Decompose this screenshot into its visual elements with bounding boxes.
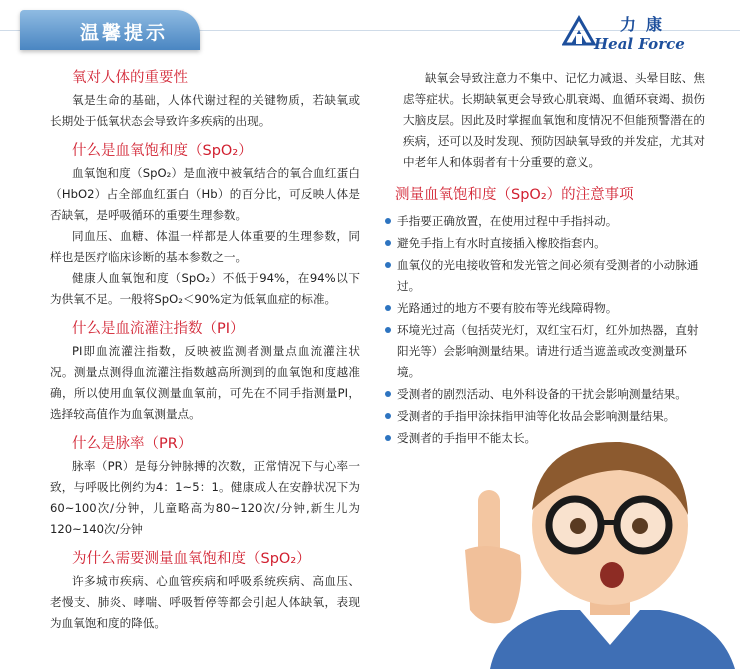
section-pi-definition — [50, 319, 360, 425]
note-text: 避免手指上有水时直接插入橡胶指套内。 — [397, 236, 606, 250]
bullet-icon — [385, 327, 391, 333]
section-tab — [20, 10, 200, 50]
bullet-icon — [385, 413, 391, 419]
list-item — [385, 298, 705, 319]
bullet-icon — [385, 218, 391, 224]
section-heading: 什么是血流灌注指数（PI） — [72, 321, 245, 337]
note-text: 受测者的手指甲不能太长。 — [397, 431, 537, 445]
bullet-icon — [385, 391, 391, 397]
note-text: 受测者的手指甲涂抹指甲油等化妆品会影响测量结果。 — [397, 409, 676, 423]
section-heading: 什么是血氧饱和度（SpO₂） — [72, 143, 253, 159]
tab-title: 温馨提示 — [80, 22, 169, 44]
list-item — [385, 233, 705, 254]
child-illustration — [430, 430, 740, 669]
notes-list — [385, 211, 705, 449]
list-item — [385, 406, 705, 427]
bullet-icon — [385, 435, 391, 441]
section-heading: 为什么需要测量血氧饱和度（SpO₂） — [72, 551, 311, 567]
note-text: 血氧仪的光电接收管和发光管之间必须有受测者的小动脉通过。 — [397, 258, 699, 293]
list-item — [385, 255, 705, 297]
list-item — [385, 211, 705, 232]
section-paragraph: 同血压、血糖、体温一样都是人体重要的生理参数，同样也是医疗临床诊断的基本参数之一。 — [50, 229, 360, 264]
section-heading: 氧对人体的重要性 — [72, 70, 188, 86]
logo-mark-icon — [562, 14, 596, 48]
section-heading: 什么是脉率（PR） — [72, 436, 193, 452]
note-text: 光路通过的地方不要有胶布等光线障碍物。 — [397, 301, 618, 315]
section-pr-definition — [50, 434, 360, 540]
why-measure-continued: 缺氧会导致注意力不集中、记忆力减退、头晕目眩、焦虑等症状。长期缺氧更会导致心肌衰竭、血循环衰竭、损伤大脑皮层。因此及时掌握血氧饱和度情况不但能预警潜在的疾病，还可以及时发现、预防因缺氧导致的并发症，尤其对中老年人和体弱者有十分重要的意义。 — [403, 71, 705, 169]
logo-en-text: Heal Force — [594, 35, 685, 53]
right-column — [385, 68, 705, 450]
note-text: 受测者的剧烈活动、电外科设备的干扰会影响测量结果。 — [397, 387, 687, 401]
section-paragraph: 许多城市疾病、心血管疾病和呼吸系统疾病、高血压、老慢支、肺炎、哮喘、呼吸暂停等都会引起人体缺氧，表现为血氧饱和度的降低。 — [50, 574, 360, 630]
notes-heading: 测量血氧饱和度（SpO₂）的注意事项 — [395, 187, 634, 203]
left-column — [50, 68, 360, 643]
section-paragraph: 血氧饱和度（SpO₂）是血液中被氧结合的氧合血红蛋白（HbO2）占全部血红蛋白（Hb）的百分比，可反映人体是否缺氧，是呼吸循环的重要生理参数。 — [50, 166, 360, 222]
section-oxygen-importance — [50, 68, 360, 132]
list-item — [385, 320, 705, 383]
section-paragraph: 脉率（PR）是每分钟脉搏的次数，正常情况下与心率一致，与呼吸比例约为4：1~5：1。健康成人在安静状况下为60~100次/分钟，儿童略高为80~120次/分钟,新生儿为120~140次/分钟 — [50, 459, 360, 536]
section-why-measure — [50, 549, 360, 634]
section-paragraph: 健康人血氧饱和度（SpO₂）不低于94%，在94%以下为供氧不足。一般将SpO₂＜90%定为低氧血症的标准。 — [50, 271, 360, 306]
section-paragraph: PI即血流灌注指数，反映被监测者测量点血流灌注状况。测量点测得血流灌注指数越高所测到的血氧饱和度越准确，所以使用血氧仪测量血氧前，可先在不同手指测量PI，选择较高值作为血氧测量点。 — [50, 344, 360, 421]
bullet-icon — [385, 305, 391, 311]
section-spo2-definition — [50, 141, 360, 310]
bullet-icon — [385, 240, 391, 246]
bullet-icon — [385, 262, 391, 268]
list-item — [385, 384, 705, 405]
note-text: 环境光过高（包括荧光灯，双红宝石灯，红外加热器，直射阳光等）会影响测量结果。请进行适当遮盖或改变测量环境。 — [397, 323, 699, 379]
note-text: 手指要正确放置，在使用过程中手指抖动。 — [397, 214, 618, 228]
logo-cn-text: 力康 — [620, 15, 673, 34]
brand-logo — [562, 10, 732, 56]
section-paragraph: 氧是生命的基础，人体代谢过程的关键物质，若缺氧或长期处于低氧状态会导致许多疾病的出现。 — [50, 93, 360, 128]
